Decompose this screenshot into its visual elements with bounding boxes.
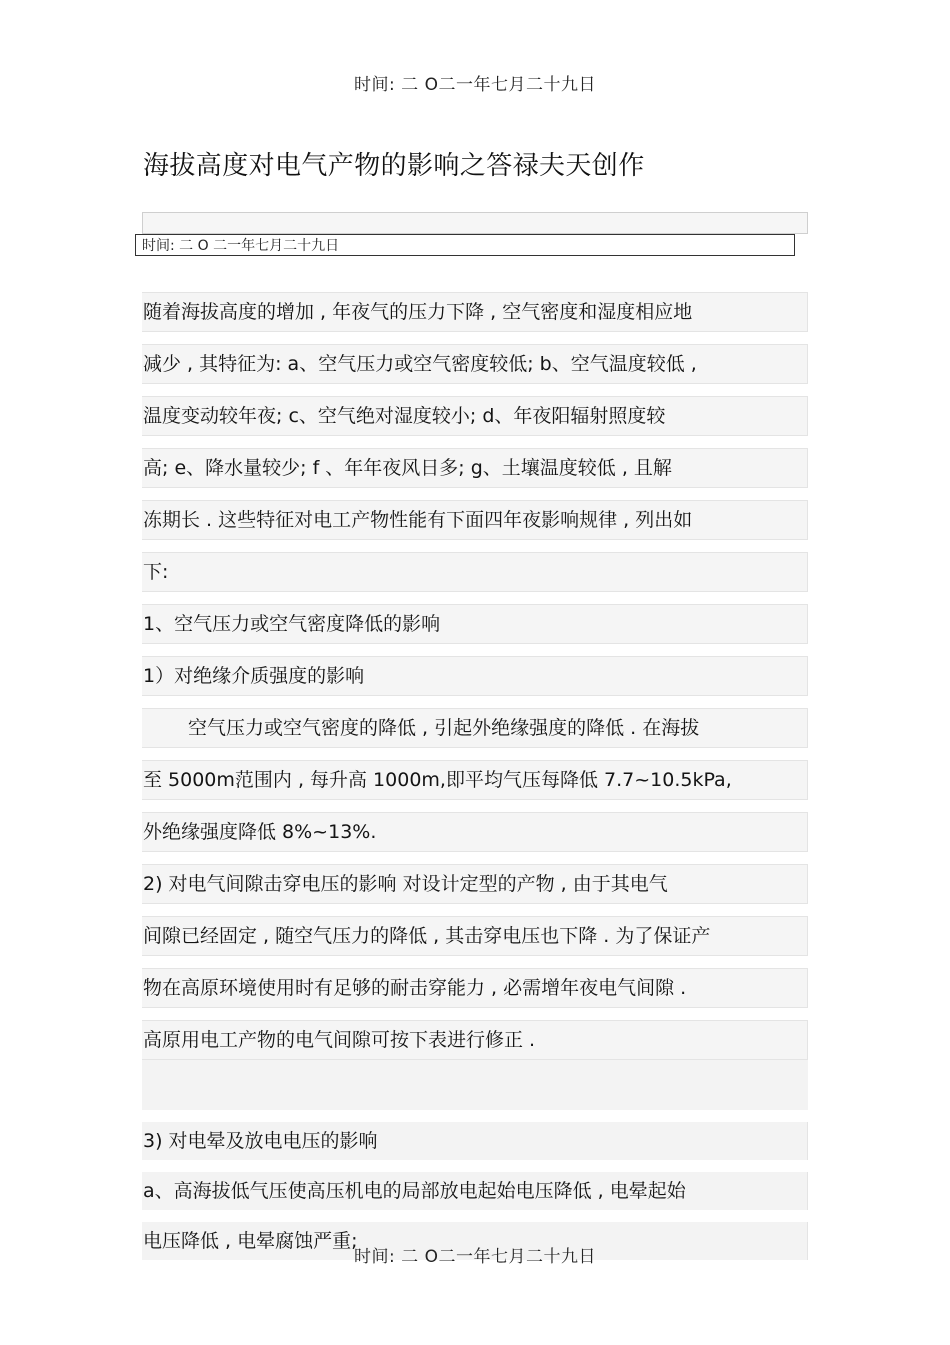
text-line: 随着海拔高度的增加 , 年夜气的压力下降 , 空气密度和湿度相应地	[142, 292, 808, 332]
text-line: 至 5000m范围内 , 每升高 1000m,即平均气压每降低 7.7~10.5kPa,	[142, 760, 808, 800]
text-line: 物在高原环境使用时有足够的耐击穿能力 , 必需增年夜电气间隙 .	[142, 968, 808, 1008]
empty-table-row	[142, 212, 808, 234]
blank-space	[142, 1060, 808, 1110]
section-heading: 1、空气压力或空气密度降低的影响	[142, 604, 808, 644]
footer-date: 时间: 二 O二一年七月二十九日	[354, 1247, 596, 1267]
text-line: 温度变动较年夜; c、空气绝对湿度较小; d、年夜阳辐射照度较	[142, 396, 808, 436]
text-line: 高; e、降水量较少; f 、年年夜风日多; g、土壤温度较低 , 且解	[142, 448, 808, 488]
text-line: 外绝缘强度降低 8%~13%.	[142, 812, 808, 852]
text-line: 冻期长 . 这些特征对电工产物性能有下面四年夜影响规律 , 列出如	[142, 500, 808, 540]
header-date: 时间: 二 O二一年七月二十九日	[354, 75, 596, 95]
date-box: 时间: 二 O 二一年七月二十九日	[135, 234, 795, 256]
text-line: 减少 , 其特征为: a、空气压力或空气密度较低; b、空气温度较低 ,	[142, 344, 808, 384]
text-line: 间隙已经固定 , 随空气压力的降低 , 其击穿电压也下降 . 为了保证产	[142, 916, 808, 956]
text-line: a、高海拔低气压使高压机电的局部放电起始电压降低 , 电晕起始	[142, 1172, 808, 1210]
subsection-heading: 1）对绝缘介质强度的影响	[142, 656, 808, 696]
document-title: 海拔高度对电气产物的影响之答禄夫天创作	[143, 151, 645, 181]
text-line: 空气压力或空气密度的降低 , 引起外绝缘强度的降低 . 在海拔	[142, 708, 808, 748]
text-line: 下:	[142, 552, 808, 592]
body-text	[142, 292, 808, 1272]
text-line: 2) 对电气间隙击穿电压的影响 对设计定型的产物 , 由于其电气	[142, 864, 808, 904]
subsection-heading: 3) 对电晕及放电电压的影响	[142, 1122, 808, 1160]
text-line: 高原用电工产物的电气间隙可按下表进行修正 .	[142, 1020, 808, 1060]
text-line: 电压降低 , 电晕腐蚀严重;	[142, 1222, 808, 1260]
